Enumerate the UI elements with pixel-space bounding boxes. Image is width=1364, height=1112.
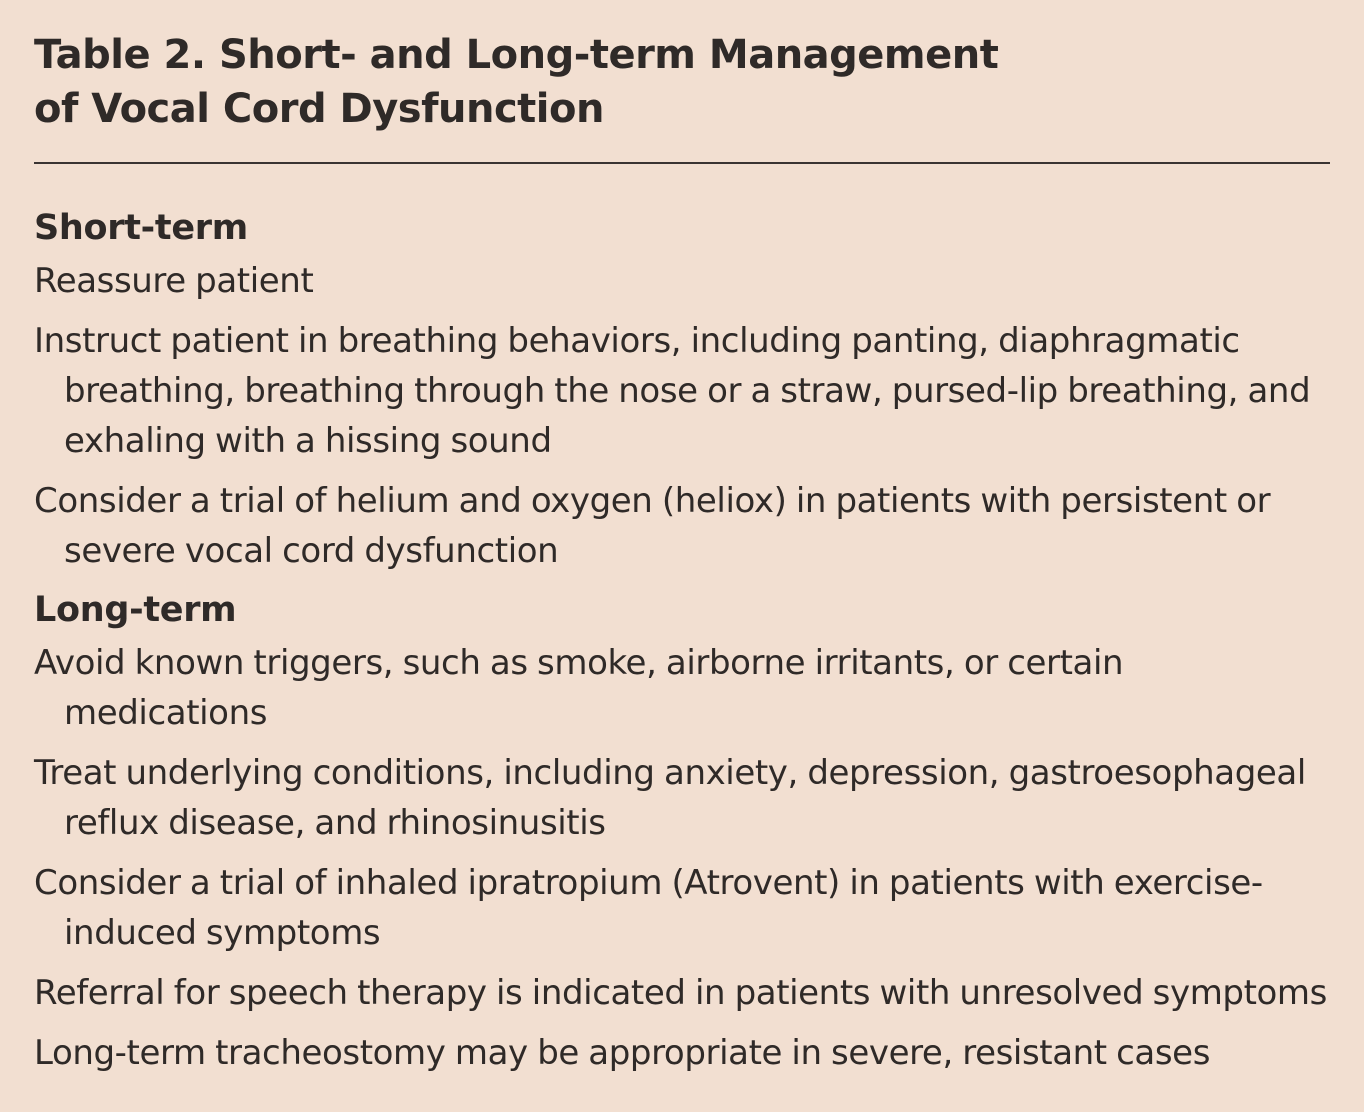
short-term-section [34,206,1330,576]
list-item: Instruct patient in breathing behaviors, including panting, diaphragmatic breathing, breathing through the nose or a straw, pursed-lip breathing, and exhaling with a hissing sound [34,321,1311,461]
list-item: Avoid known triggers, such as smoke, airborne irritants, or certain medications [34,643,1124,733]
list-item: Reassure patient [34,261,314,301]
short-term-list [34,256,1330,576]
list-item: Referral for speech therapy is indicated in patients with unresolved symptoms [34,973,1327,1013]
long-term-list [34,638,1330,1078]
list-item: Treat underlying conditions, including anxiety, depression, gastroesophageal reflux disease, and rhinosinusitis [34,753,1306,843]
table-title: Table 2. Short- and Long-term Management of Vocal Cord Dysfunction [34,32,999,132]
list-item: Long-term tracheostomy may be appropriate in severe, resistant cases [34,1033,1211,1073]
long-term-heading: Long-term [34,590,237,630]
title-divider [34,162,1330,164]
list-item: Consider a trial of inhaled ipratropium (Atrovent) in patients with exercise-induced symptoms [34,863,1263,953]
list-item: Consider a trial of helium and oxygen (heliox) in patients with persistent or severe vocal cord dysfunction [34,481,1271,571]
long-term-section [34,588,1330,1078]
short-term-heading: Short-term [34,208,248,248]
